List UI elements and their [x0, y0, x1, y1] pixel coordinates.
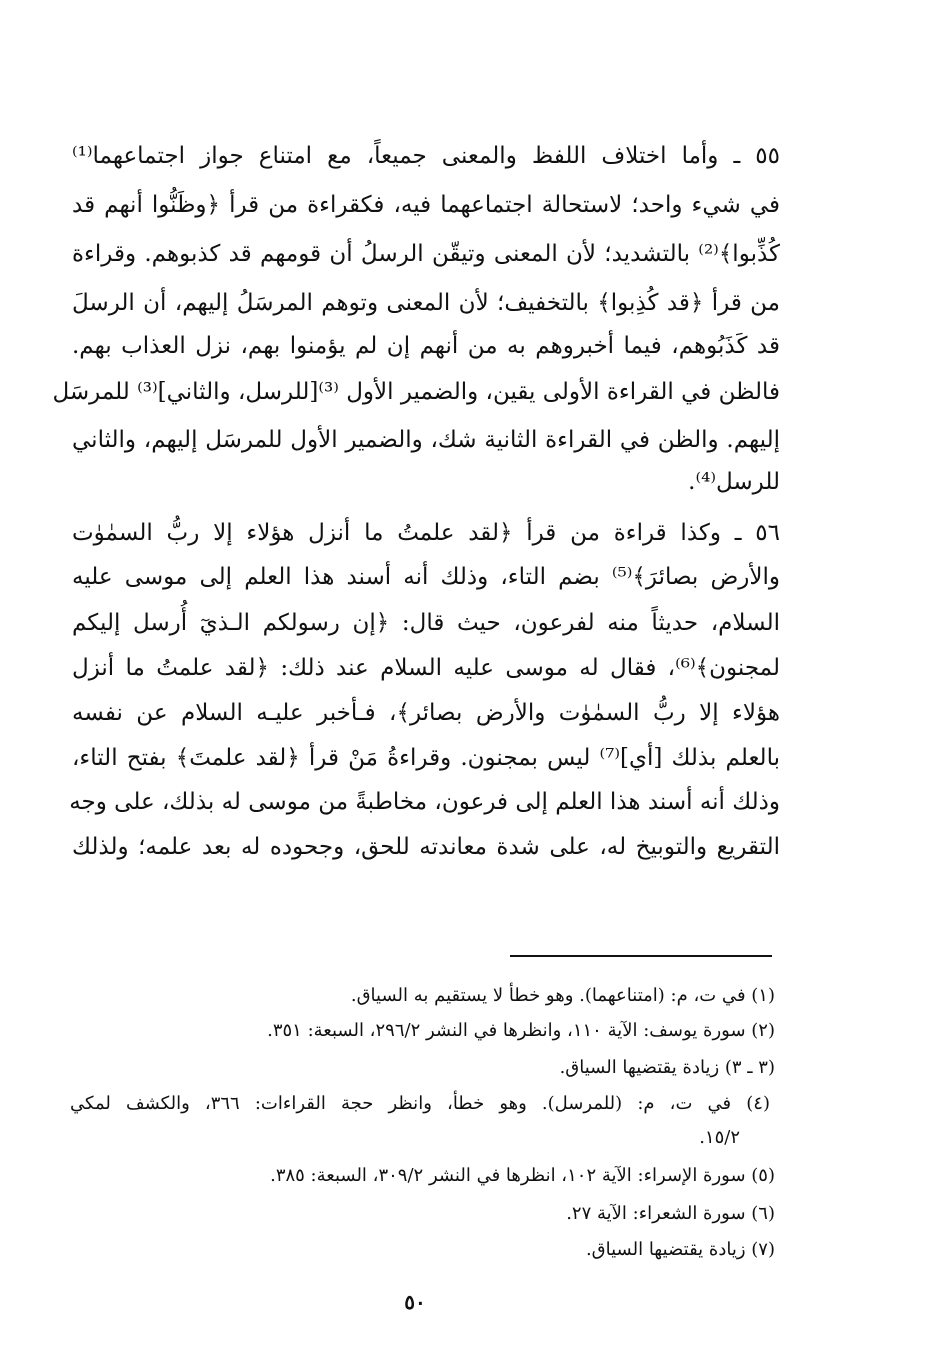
text-line: في شيء واحد؛ لاستحالة اجتماعهما فيه، فكقراءة من قرأ ﴿وظَنُّوا أنهم قد — [72, 192, 780, 218]
text-line: وذلك أنه أسند هذا العلم إلى فرعون، مخاطبةً من موسى له بذلك، على وجه — [69, 789, 780, 815]
footnote: (٥) سورة الإسراء: الآية ١٠٢، انظرها في النشر ٣٠٩/٢، السبعة: ٣٨٥. — [270, 1165, 775, 1186]
page-number: ٥٠ — [404, 1290, 426, 1314]
text-line: هؤلاء إلا ربُّ السمٰوٰت والأرض بصائر﴾، فـأخبر عليـه السلام عن نفسه — [72, 700, 780, 726]
footnote: (٢) سورة يوسف: الآية ١١٠، وانظرها في النشر ٢٩٦/٢، السبعة: ٣٥١. — [267, 1020, 775, 1041]
text-line: بالعلم بذلك [أي]⁽⁷⁾ ليس بمجنون. وقراءةُ مَنْ قرأ ﴿لقد علمتَ﴾ بفتح التاء، — [72, 745, 780, 771]
text-line: قد كَذَبُوهم، فيما أخبروهم به من أنهم إن لم يؤمنوا بهم، نزل العذاب بهم. — [72, 333, 780, 359]
text-line: فالظن في القراءة الأولى يقين، والضمير الأول ⁽³⁾[للرسل، والثاني]⁽³⁾ للمرسَل — [52, 379, 780, 405]
footnote: (٣ ـ ٣) زيادة يقتضيها السياق. — [559, 1057, 775, 1078]
footnote: (٧) زيادة يقتضيها السياق. — [585, 1239, 775, 1260]
footnote: (٤) في ت، م: (للمرسل). وهو خطأ، وانظر حجة القراءات: ٣٦٦، والكشف لمكي — [70, 1093, 770, 1114]
text-line: السلام، حديثاً منه لفرعون، حيث قال: ﴿إن رسولكم الـذيٓ أُرسل إليكم — [72, 610, 780, 636]
footnote-divider — [510, 955, 772, 957]
text-line: والأرض بصائرَ﴾⁽⁵⁾ بضم التاء، وذلك أنه أسند هذا العلم إلى موسى عليه — [72, 564, 780, 590]
text-line: من قرأ ﴿قد كُذِبوا﴾ بالتخفيف؛ لأن المعنى وتوهم المرسَلُ إليهم، أن الرسلَ — [72, 290, 780, 316]
text-line: ٥٦ ـ وكذا قراءة من قرأ ﴿لقد علمتُ ما أنزل هؤلاء إلا ربُّ السمٰوٰت — [72, 520, 780, 546]
text-line: التقريع والتوبيخ له، على شدة معاندته للحق، وجحوده له بعد علمه؛ ولذلك — [72, 834, 780, 860]
text-line: لمجنون﴾⁽⁶⁾، فقال له موسى عليه السلام عند ذلك: ﴿لقد علمتُ ما أنزل — [72, 655, 780, 681]
footnote: (١) في ت، م: (امتناعهما). وهو خطأ لا يستقيم به السياق. — [350, 985, 775, 1006]
text-line: كُذِّبوا﴾⁽²⁾ بالتشديد؛ لأن المعنى وتيقّن الرسلُ أن قومهم قد كذبوهم. وقراءة — [72, 241, 780, 267]
text-line: ٥٥ ـ وأما اختلاف اللفظ والمعنى جميعاً، مع امتناع جواز اجتماعهما⁽¹⁾ — [72, 143, 780, 169]
text-line: إليهم. والظن في القراءة الثانية شك، والضمير الأول للمرسَل إليهم، والثاني — [72, 427, 780, 453]
footnote: (٦) سورة الشعراء: الآية ٢٧. — [566, 1203, 775, 1224]
footnote-continuation: ١٥/٢. — [699, 1127, 740, 1148]
text-line: للرسل⁽⁴⁾. — [688, 469, 780, 495]
